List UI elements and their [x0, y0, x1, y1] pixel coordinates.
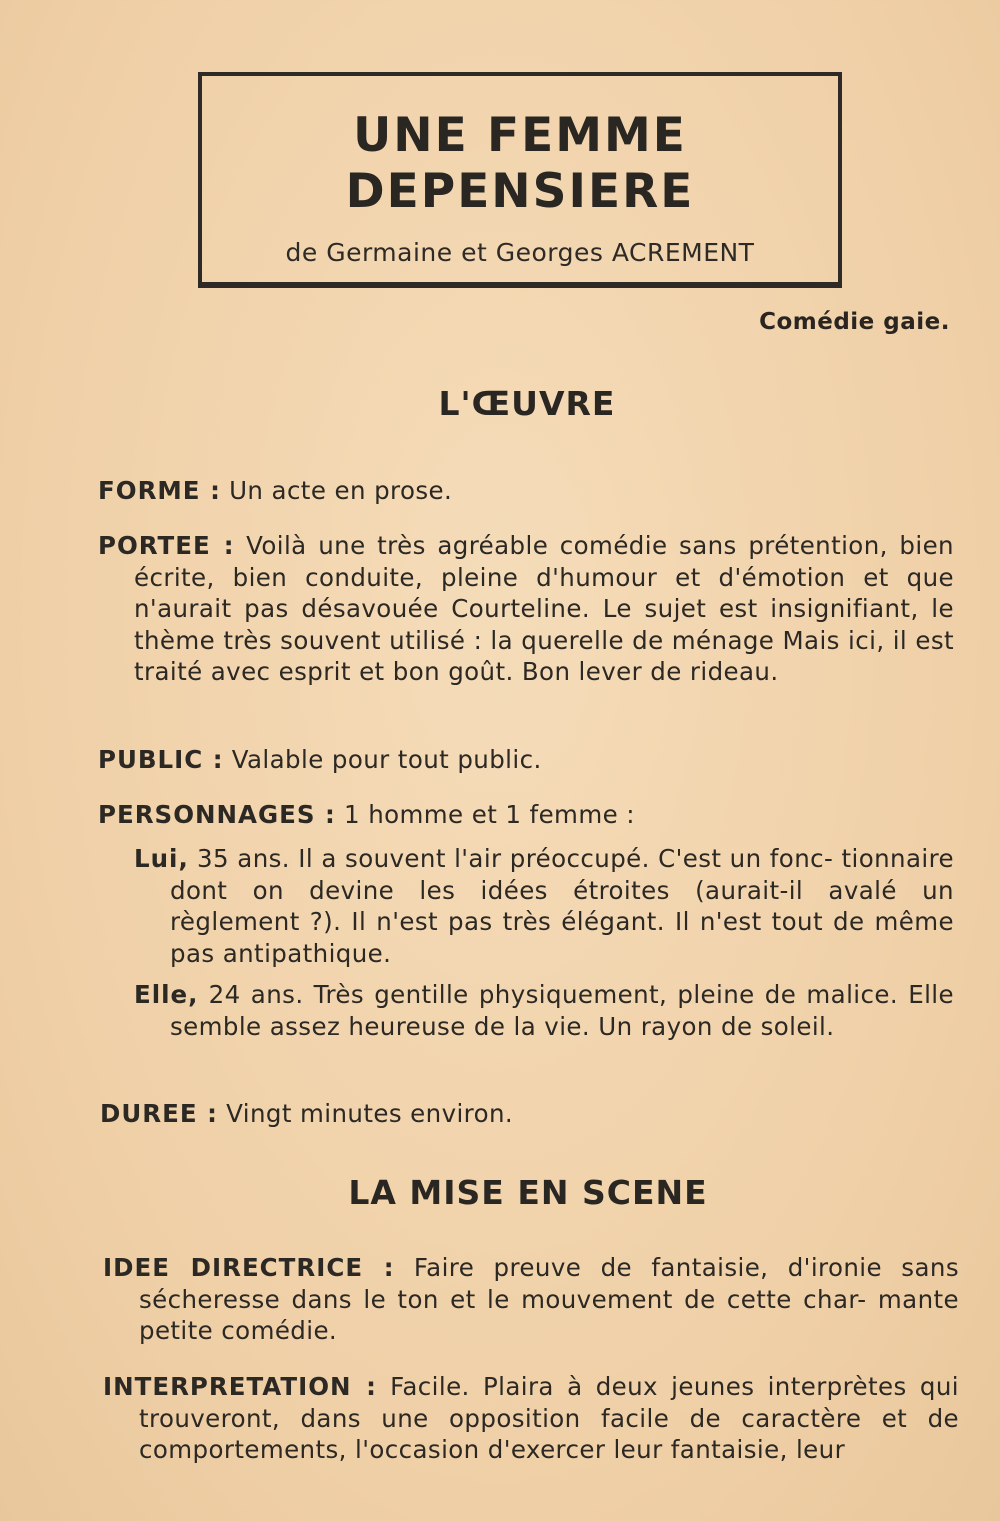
section-heading-mise-en-scene: LA MISE EN SCENE: [348, 1173, 708, 1212]
label-portee: PORTEE :: [98, 531, 235, 560]
paragraph-public: [98, 744, 956, 776]
section-heading-oeuvre: L'ŒUVRE: [438, 384, 616, 423]
label-personnages: PERSONNAGES :: [98, 800, 336, 829]
genre-label: Comédie gaie.: [759, 309, 950, 335]
text-duree: Vingt minutes environ.: [226, 1099, 514, 1128]
paragraph-elle: [134, 979, 954, 1042]
paragraph-personnages: [98, 799, 956, 831]
paragraph-interpretation: [103, 1371, 959, 1466]
label-elle: Elle,: [134, 980, 199, 1009]
label-public: PUBLIC :: [98, 745, 224, 774]
text-personnages: 1 homme et 1 femme :: [344, 800, 635, 829]
text-public: Valable pour tout public.: [231, 745, 542, 774]
paragraph-idee-directrice: [103, 1252, 959, 1347]
text-portee: Voilà une très agréable comédie sans prétention, bien écrite, bien conduite, pleine d'humour et d'émotion et que n'aurait pas désavouée Courteline. Le sujet est insignifiant, le thème très souvent utilisé : la querelle de ménage Mais ici, il est traité avec esprit et bon goût. Bon lever de rideau.: [134, 531, 954, 687]
paragraph-lui: [134, 843, 954, 969]
label-duree: DUREE :: [100, 1099, 218, 1128]
play-title-line-1: UNE FEMME: [353, 108, 687, 163]
paragraph-portee: [98, 530, 954, 688]
label-forme: FORME :: [98, 476, 221, 505]
play-title-line-2: DEPENSIERE: [345, 164, 695, 219]
label-interpretation: INTERPRETATION :: [103, 1372, 377, 1401]
label-idee-directrice: IDEE DIRECTRICE :: [103, 1253, 395, 1282]
text-forme: Un acte en prose.: [229, 476, 453, 505]
label-lui: Lui,: [134, 844, 189, 873]
text-idee-directrice: Faire preuve de fantaisie, d'ironie sans sécheresse dans le ton et le mouvement de cette char- mante petite comédie.: [139, 1253, 959, 1346]
title-box: [198, 72, 842, 288]
text-elle: 24 ans. Très gentille physiquement, pleine de malice. Elle semble assez heureuse de la vie. Un rayon de soleil.: [170, 980, 954, 1041]
text-interpretation: Facile. Plaira à deux jeunes interprètes qui trouveront, dans une opposition facile de caractère et de comportements, l'occasion d'exercer leur fantaisie, leur: [139, 1372, 959, 1465]
authors: de Germaine et Georges ACREMENT: [285, 238, 755, 267]
paragraph-duree: [100, 1098, 958, 1130]
paragraph-forme: [98, 475, 956, 507]
text-lui: 35 ans. Il a souvent l'air préoccupé. C'est un fonc- tionnaire dont on devine les idées étroites (aurait-il avalé un règlement ?). Il n'est pas très élégant. Il n'est tout de même pas antipathique.: [170, 844, 954, 968]
